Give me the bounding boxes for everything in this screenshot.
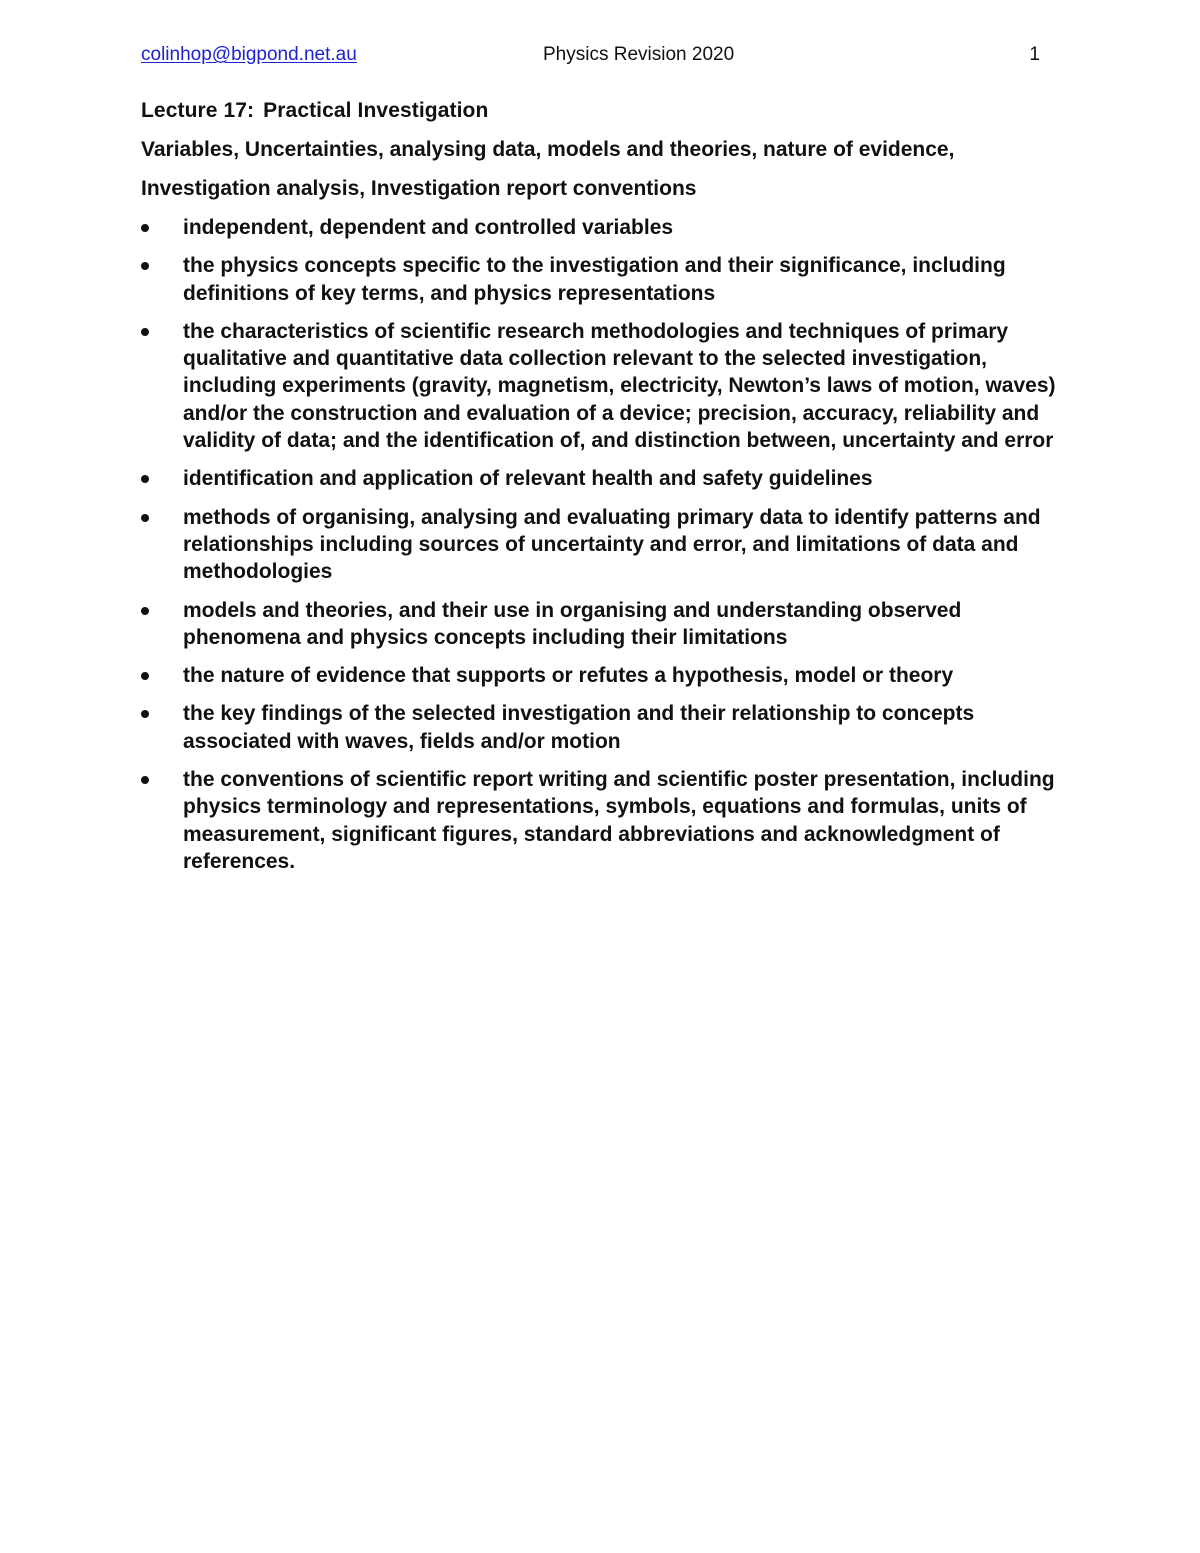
- list-item: [141, 662, 1071, 689]
- list-item: [141, 252, 1071, 307]
- bullet-icon: [141, 776, 149, 784]
- header-title: Physics Revision 2020: [543, 44, 735, 65]
- page-content: [141, 97, 1071, 886]
- list-item: [141, 766, 1071, 875]
- list-item-text: the physics concepts specific to the investigation and their significance, including definitions of key terms, and physics representations: [183, 254, 1006, 305]
- bullet-icon: [141, 224, 149, 232]
- bullet-icon: [141, 514, 149, 522]
- lecture-heading: [141, 97, 1071, 125]
- list-item-text: methods of organising, analysing and evaluating primary data to identify patterns and relationships including sources of uncertainty and error, and limitations of data and methodologies: [183, 505, 1041, 584]
- list-item: [141, 318, 1071, 454]
- bullet-icon: [141, 607, 149, 615]
- list-item: [141, 504, 1071, 586]
- bullet-icon: [141, 328, 149, 336]
- list-item: [141, 700, 1071, 755]
- list-item: [141, 214, 1071, 241]
- bullet-icon: [141, 710, 149, 718]
- topics-summary-line-1: Variables, Uncertainties, analysing data, models and theories, nature of evidence,: [141, 138, 955, 161]
- list-item-text: the key findings of the selected investigation and their relationship to concepts associated with waves, fields and/or motion: [183, 702, 975, 753]
- bullet-icon: [141, 672, 149, 680]
- list-item: [141, 597, 1071, 652]
- list-item-text: the conventions of scientific report writing and scientific poster presentation, including physics terminology and representations, symbols, equations and formulas, units of measurement, significant figures, standard abbreviations and acknowledgment of references.: [183, 768, 1055, 873]
- topics-summary-line-2: Investigation analysis, Investigation report conventions: [141, 177, 697, 200]
- list-item-text: models and theories, and their use in organising and understanding observed phenomena and physics concepts including their limitations: [183, 598, 962, 649]
- list-item-text: the characteristics of scientific research methodologies and techniques of primary qualitative and quantitative data collection relevant to the selected investigation, including experiments (gravity, magnetism, electricity, Newton’s laws of motion, waves) and/or the construction and evaluation of a device; precision, accuracy, reliability and validity of data; and the identification of, and distinction between, uncertainty and error: [183, 319, 1056, 453]
- list-item-text: the nature of evidence that supports or refutes a hypothesis, model or theory: [183, 664, 954, 688]
- page-number: 1: [1029, 44, 1040, 65]
- list-item-text: identification and application of relevant health and safety guidelines: [183, 467, 873, 491]
- bullet-icon: [141, 475, 149, 483]
- lecture-label: Lecture 17:: [141, 99, 255, 122]
- page-header: [141, 42, 1046, 68]
- topic-list: [141, 214, 1071, 875]
- list-item-text: independent, dependent and controlled variables: [183, 216, 674, 239]
- email-link[interactable]: colinhop@bigpond.net.au: [141, 44, 357, 65]
- bullet-icon: [141, 262, 149, 270]
- lecture-title: Practical Investigation: [263, 99, 489, 122]
- list-item: [141, 465, 1071, 492]
